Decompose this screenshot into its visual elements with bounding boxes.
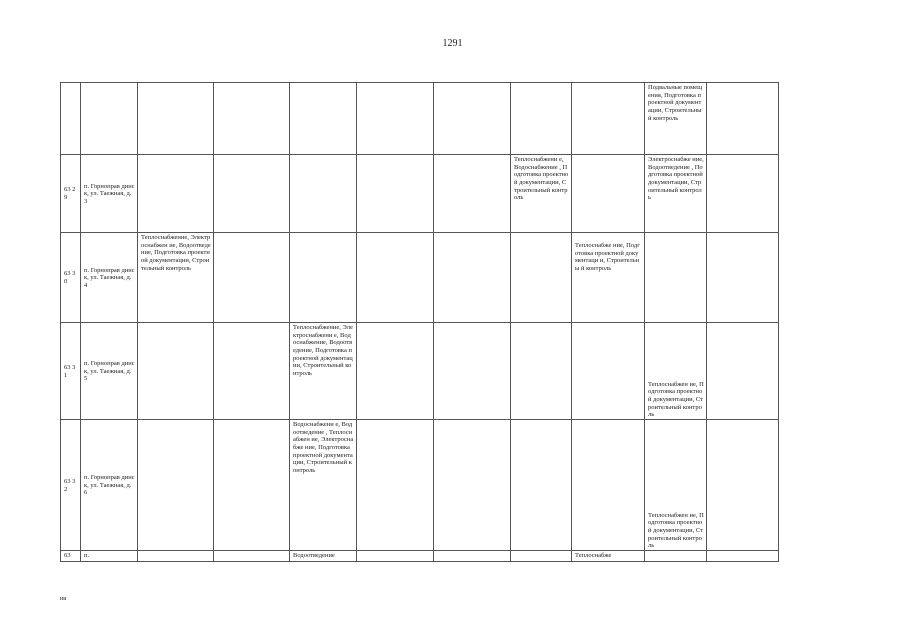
address-cell: п. [81, 551, 138, 562]
table-row [61, 323, 779, 420]
table-row [61, 420, 779, 551]
address-cell: п. Горноправ динск, ул. Таежная, д. 3 [81, 155, 138, 233]
cell-text: Водоотведение [290, 551, 357, 562]
row-number: 63 [61, 551, 81, 562]
cell-text: Теплоснабжение, Электроснабжен ие, Водоотведение, Подготовка проектной документации, Строительный контроль [138, 233, 214, 323]
work-schedule-table [60, 82, 779, 562]
cell-text: Теплоснабжен ие, Подготовка проектной документации, Строительный контроль [645, 323, 707, 420]
table-row [61, 233, 779, 323]
cell-text: Подвальные помещения, Подготовка проектной документации, Строительный контроль [645, 83, 707, 155]
row-number: 63 32 [61, 420, 81, 551]
cell-text: Теплоснабже [572, 551, 645, 562]
cell-text: Теплоснабжени е, Водоснабжение , Подготовка проектной документации, Строительный контроль [511, 155, 572, 233]
page-number: 1291 [442, 38, 463, 49]
address-cell: п. Горноправ динск, ул. Таежная, д. 5 [81, 323, 138, 420]
cell-text: Электроснабже ние, Водоотведение , Подготовка проектной документации, Строительный контроль [645, 155, 707, 233]
address-cell: п. Горноправ динск, ул. Таежная, д. 6 [81, 420, 138, 551]
table-row [61, 155, 779, 233]
footer-note: ии [60, 596, 67, 602]
table-row [61, 551, 779, 562]
cell-text: Теплоснабжение, Электроснабжени е, Водоснабжение, Водоотведение, Подготовка проектной документации, Строительный контроль [290, 323, 357, 420]
address-cell: п. Горноправ динск, ул. Таежная, д. 4 [81, 233, 138, 323]
cell-text: Водоснабжени е, Водоотведение , Теплоснабжен ие, Электроснабже ние, Подготовка проектной документации, Строительный контроль [290, 420, 357, 551]
cell-text: Теплоснабжен ие, Подготовка проектной документации, Строительный контроль [645, 420, 707, 551]
cell-text: Теплоснабже ние, Подготовка проектной документаци и, Строительны й контроль [572, 233, 645, 323]
row-number: 63 29 [61, 155, 81, 233]
row-number: 63 31 [61, 323, 81, 420]
row-number: 63 30 [61, 233, 81, 323]
table-row [61, 83, 779, 155]
